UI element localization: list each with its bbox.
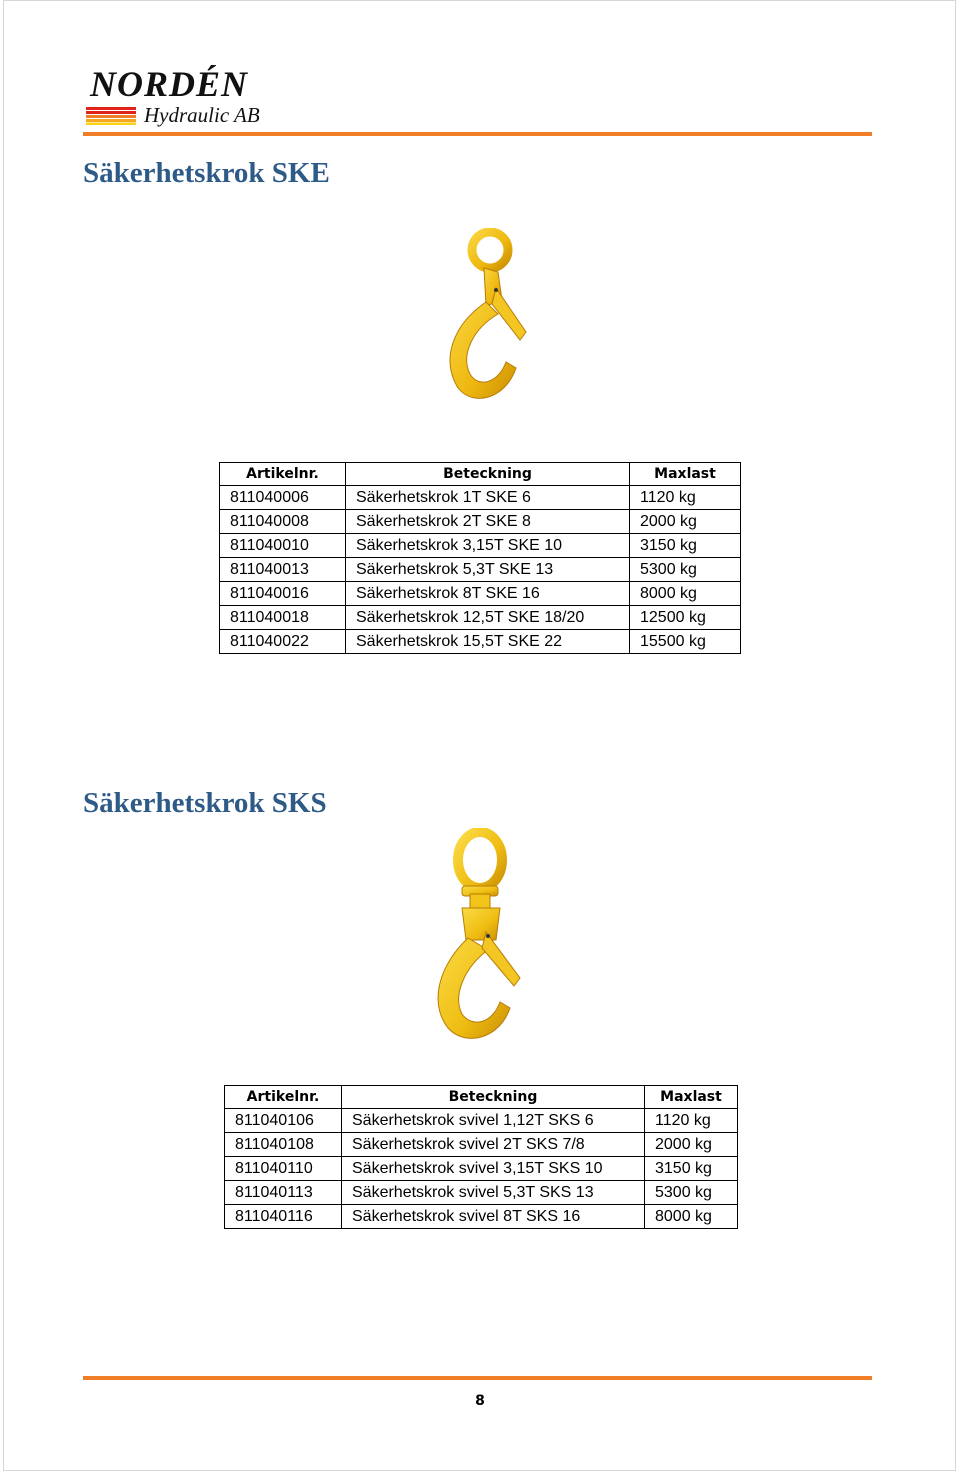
cell-description: Säkerhetskrok 12,5T SKE 18/20 <box>346 606 630 630</box>
cell-maxload: 1120 kg <box>645 1109 738 1133</box>
cell-description: Säkerhetskrok svivel 2T SKS 7/8 <box>342 1133 645 1157</box>
page-number: 8 <box>475 1393 485 1409</box>
cell-description: Säkerhetskrok svivel 1,12T SKS 6 <box>342 1109 645 1133</box>
section-title-ske: Säkerhetskrok SKE <box>83 157 330 189</box>
table-row <box>220 510 741 534</box>
cell-maxload: 2000 kg <box>645 1133 738 1157</box>
cell-description: Säkerhetskrok 15,5T SKE 22 <box>346 630 630 654</box>
cell-article: 811040006 <box>220 486 346 510</box>
cell-article: 811040108 <box>225 1133 342 1157</box>
spec-table-ske <box>219 462 741 654</box>
cell-maxload: 3150 kg <box>645 1157 738 1181</box>
table-row <box>220 582 741 606</box>
hook-ske-image <box>436 228 532 404</box>
cell-article: 811040008 <box>220 510 346 534</box>
table-row <box>220 534 741 558</box>
table-header-row <box>225 1086 738 1109</box>
table-row <box>220 630 741 654</box>
page-border <box>3 0 956 1471</box>
cell-article: 811040116 <box>225 1205 342 1229</box>
column-header-article: Artikelnr. <box>220 463 346 486</box>
cell-maxload: 5300 kg <box>630 558 741 582</box>
spec-table-sks <box>224 1085 738 1229</box>
cell-maxload: 8000 kg <box>630 582 741 606</box>
table-row <box>225 1109 738 1133</box>
cell-description: Säkerhetskrok svivel 5,3T SKS 13 <box>342 1181 645 1205</box>
cell-description: Säkerhetskrok 1T SKE 6 <box>346 486 630 510</box>
cell-description: Säkerhetskrok svivel 3,15T SKS 10 <box>342 1157 645 1181</box>
cell-description: Säkerhetskrok 3,15T SKE 10 <box>346 534 630 558</box>
cell-description: Säkerhetskrok svivel 8T SKS 16 <box>342 1205 645 1229</box>
cell-maxload: 12500 kg <box>630 606 741 630</box>
table-row <box>220 486 741 510</box>
cell-description: Säkerhetskrok 8T SKE 16 <box>346 582 630 606</box>
table-header-row <box>220 463 741 486</box>
logo-flag-icon <box>86 107 136 125</box>
table-row <box>225 1133 738 1157</box>
table-row <box>225 1157 738 1181</box>
cell-article: 811040113 <box>225 1181 342 1205</box>
cell-article: 811040016 <box>220 582 346 606</box>
cell-article: 811040022 <box>220 630 346 654</box>
column-header-maxload: Maxlast <box>630 463 741 486</box>
table-row <box>225 1181 738 1205</box>
column-header-description: Beteckning <box>346 463 630 486</box>
cell-maxload: 3150 kg <box>630 534 741 558</box>
logo-subtitle: Hydraulic AB <box>144 103 260 127</box>
column-header-description: Beteckning <box>342 1086 645 1109</box>
cell-article: 811040106 <box>225 1109 342 1133</box>
company-logo <box>86 66 296 130</box>
section-title-sks: Säkerhetskrok SKS <box>83 787 327 819</box>
cell-maxload: 15500 kg <box>630 630 741 654</box>
table-row <box>220 558 741 582</box>
table-row <box>220 606 741 630</box>
cell-article: 811040013 <box>220 558 346 582</box>
cell-maxload: 2000 kg <box>630 510 741 534</box>
cell-description: Säkerhetskrok 5,3T SKE 13 <box>346 558 630 582</box>
swivel-hook-sks-image <box>428 828 536 1046</box>
cell-article: 811040010 <box>220 534 346 558</box>
cell-description: Säkerhetskrok 2T SKE 8 <box>346 510 630 534</box>
column-header-article: Artikelnr. <box>225 1086 342 1109</box>
table-row <box>225 1205 738 1229</box>
cell-maxload: 1120 kg <box>630 486 741 510</box>
bottom-accent-rule <box>83 1376 872 1380</box>
cell-maxload: 5300 kg <box>645 1181 738 1205</box>
cell-article: 811040018 <box>220 606 346 630</box>
top-accent-rule <box>83 132 872 136</box>
cell-article: 811040110 <box>225 1157 342 1181</box>
logo-name: NORDÉN <box>90 64 249 104</box>
cell-maxload: 8000 kg <box>645 1205 738 1229</box>
column-header-maxload: Maxlast <box>645 1086 738 1109</box>
